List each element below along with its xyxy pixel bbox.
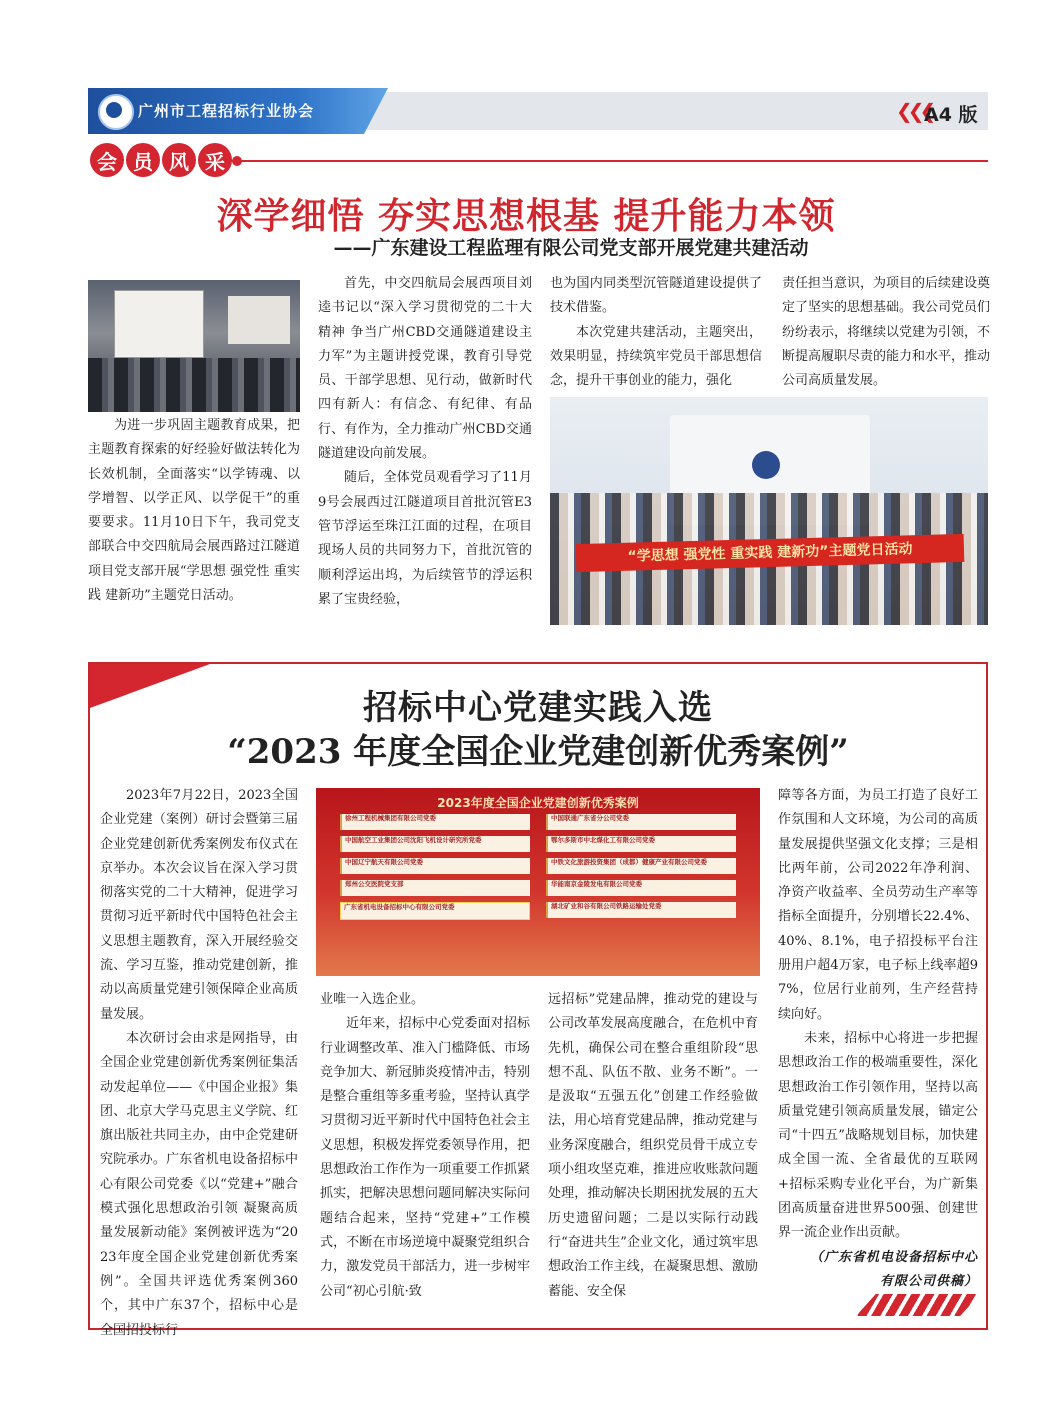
article2-source-line2: 有限公司供稿） [879,1273,978,1289]
section-tag-char: 采 [198,143,232,177]
article1-paragraph: 责任担当意识，为项目的后续建设奠定了坚实的思想基础。我公司党员们纷纷表示，将继续以党建为引领，不断提高履职尽责的能力和水平，推动公司高质量发展。 [782,276,991,389]
association-name: 广州市工程招标行业协会 [138,102,315,120]
section-divider [228,160,988,162]
case-card: 湖北矿业和谷有限公司铁路运输处党委 [546,902,736,918]
article1-paragraph: 也为国内同类型沉管隧道建设提供了技术借鉴。 [550,276,762,316]
article2-column-1 [100,784,298,1343]
case-card: 鄂尔多斯市中北煤化工有限公司党委 [546,836,736,852]
article1-paragraph: 为进一步巩固主题教育成果，把主题教育探索的好经验好做法转化为长效机制，全面落实“以学铸魂、以学增智、以学正风、以学促干”的重要要求。11月10日下午，我司党支部联合中交四航局会展西路过江隧道项目党支部开展“学思想 强党性 重实践 建新功”主题党日活动。 [88,418,300,604]
case-card: 中国航空工业集团公司沈阳飞机设计研究所党委 [340,836,530,852]
activity-banner: “学思想 强党性 重实践 建新功”主题党日活动 [576,534,965,572]
case-card: 华能南京金陵发电有限公司党委 [546,880,736,896]
article2-paragraph: 障等各方面，为员工打造了良好工作氛围和人文环境，为公司的高质量发展提供坚强文化支撑；三是相比两年前，公司2022年净利润、净资产收益率、全员劳动生产率等指标全面提升，分别增长22.4%、40%、8.1%，电子招投标平台注册用户超4万家，电子标上线率超97%，位居行业前列，生产经营持续向好。 [778,788,978,1022]
cases-grid [340,814,736,920]
article1-column-2 [318,272,532,612]
section-divider-dot [232,156,242,166]
article2-paragraph: 未来，招标中心将进一步把握思想政治工作的极端重要性，深化思想政治工作引领作用，坚持以高质量党建引领高质量发展，锚定公司“十四五”战略规划目标，加快建成全国一流、全省最优的互联网+招标采购专业化平台，为广新集团高质量奋进世界500强、创建世界一流企业作出贡献。 [778,1030,978,1241]
article1-column-1 [88,414,300,608]
article1-subtitle: ——广东建设工程监理有限公司党支部开展党建共建活动 [333,237,809,259]
excellent-cases-image [316,788,760,976]
association-logo-icon [98,94,134,130]
section-tag-char: 员 [126,143,160,177]
article2-title-line1: 招标中心党建实践入选 [363,688,713,728]
case-card: 中铁文化旅游投资集团（成都）健康产业有限公司党委 [546,858,736,874]
header-grey-bar [328,92,988,130]
article2-paragraph: 近年来，招标中心党委面对招标行业调整改革、准入门槛降低、市场竞争加大、新冠肺炎疫情冲击，特别是整合重组等多重考验，坚持认真学习贯彻习近平新时代中国特色社会主义思想，积极发挥党委领导作用，把思想政治工作作为一项重要工作抓紧抓实，把解决思想问题同解决实际问题结合起来，坚持“党建+”工作模式，不断在市场逆境中凝聚党组织合力，激发党员干部活力，进一步树牢公司“初心引航·致 [320,1016,530,1299]
article2-title-line2: “2023 年度全国企业党建创新优秀案例” [227,732,849,772]
audience [88,358,300,412]
page-header [88,88,988,134]
article1-title: 深学细悟 夯实思想根基 提升能力本领 [216,196,836,237]
case-card: 中国辽宁航天有限公司党委 [340,858,530,874]
article2-column-3 [548,988,758,1304]
company-emblem-icon [752,451,780,479]
section-tag-char: 风 [162,143,196,177]
case-card: 中国联通广东省分公司党委 [546,814,736,830]
article1-column-4 [782,272,990,393]
case-card: 郑州公交医院党支部 [340,880,530,896]
article2-paragraph: 2023年7月22日，2023全国企业党建（案例）研讨会暨第三届企业党建创新优秀案例发布仪式在京举办。本次会议旨在深入学习贯彻落实党的二十大精神，促进学习贯彻习近平新时代中国特色社会主义思想主题教育，深入开展经验交流、学习互鉴，推动党建创新，推动以高质量党建引领保障企业高质量发展。 [100,788,298,1022]
article1-paragraph: 随后，全体党员观看学习了11月9号会展西过江隧道项目首批沉管E3管节浮运至珠江江面的过程，在项目现场人员的共同努力下，首批沉管的顺利浮运出坞，为后续管节的浮运积累了宝贵经验， [318,470,532,607]
case-card-highlighted: 广东省机电设备招标中心有限公司党委 [340,902,530,920]
side-screen [228,296,290,344]
case-card: 徐州工程机械集团有限公司党委 [340,814,530,830]
article1-column-3 [550,272,762,393]
meeting-photo [88,280,300,412]
article2-column-2 [320,988,530,1304]
article2-source-line1: （广东省机电设备招标中心 [809,1249,978,1265]
group-photo [550,397,988,625]
article2-paragraph: 远招标”党建品牌，推动党的建设与公司改革发展高度融合，在危机中育先机，确保公司在整合重组阶段“思想不乱、队伍不散、业务不断”。一是汲取“五强五化”创建工作经验做法，用心培育党建品牌，推动党建与业务深度融合，组织党员骨干成立专项小组攻坚克难，推进应收账款问题处理，推动解决长期困扰发展的五大历史遗留问题；二是以实际行动践行“奋进共生”企业文化，通过筑牢思想政治工作主线，在凝聚思想、激励蓄能、安全保 [548,992,758,1299]
article2-column-4 [778,784,978,1294]
article2-paragraph: 本次研讨会由求是网指导，由全国企业党建创新优秀案例征集活动发起单位——《中国企业报》集团、北京大学马克思主义学院、红旗出版社共同主办，由中企党建研究院承办。广东省机电设备招标中心有限公司党委《以“党建+”融合模式强化思想政治引领 凝聚高质量发展新动能》案例被评选为“2023年度全国企业党建创新优秀案例”。全国共评选优秀案例360个，其中广东37个，招标中心是全国招投标行 [100,1030,298,1338]
cases-image-title: 2023年度全国企业党建创新优秀案例 [437,796,639,810]
section-tag [90,142,234,178]
corner-stripes-decoration [856,1294,980,1316]
section-tag-char: 会 [90,143,124,177]
double-chevron-icon: ❮❮❮ [896,99,932,123]
article2-paragraph: 业唯一入选企业。 [320,992,425,1007]
projector-screen [114,290,204,358]
page-version: A4 版 [924,104,978,126]
article1-paragraph: 本次党建共建活动，主题突出，效果明显，持续筑牢党员干部思想信念，提升干事创业的能力，强化 [550,324,762,389]
article1-paragraph: 首先，中交四航局会展西项目刘逵书记以“深入学习贯彻党的二十大精神 争当广州CBD交通隧道建设主力军”为主题讲授党课，教育引导党员、干部学思想、见行动，做新时代四有新人：有信念、有纪律、有品行、有作为，全力推动广州CBD交通隧道建设向前发展。 [318,276,532,462]
